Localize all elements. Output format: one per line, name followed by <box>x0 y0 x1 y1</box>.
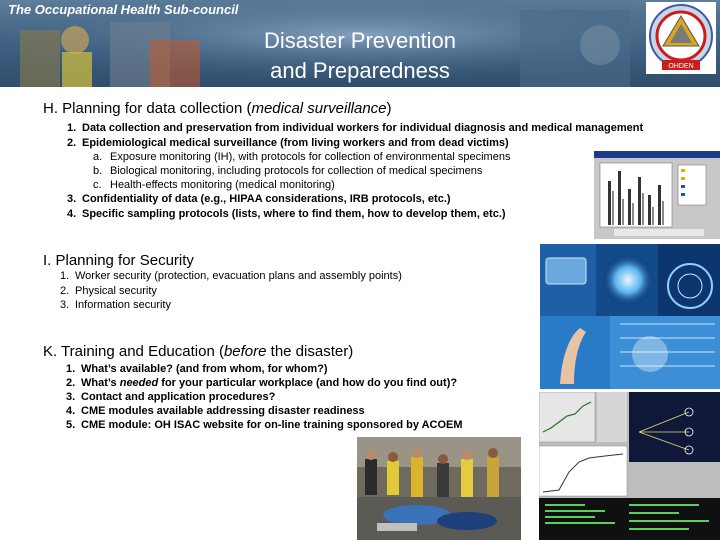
disaster-response-photo <box>357 437 521 540</box>
software-screenshots-image <box>539 392 720 540</box>
list-item: 3. Information security <box>60 299 171 311</box>
list-item: 1. Data collection and preservation from individual workers for individual diagnosis and medical management <box>67 122 644 134</box>
list-item: 1. What’s available? (and from whom, for whom?) <box>66 363 328 375</box>
ohden-logo <box>646 2 716 74</box>
list-item: 1. Worker security (protection, evacuation plans and assembly points) <box>60 270 402 282</box>
slide-title <box>220 26 500 86</box>
sub-list-item: a. Exposure monitoring (IH), with protocols for collection of environmental specimens <box>93 151 511 163</box>
list-item: 2. What’s needed for your particular workplace (and how do you find out)? <box>66 377 458 389</box>
section-i-heading: I. Planning for Security <box>43 252 194 269</box>
list-item: 2. Epidemiological medical surveillance (from living workers and from dead victims) <box>67 137 509 149</box>
list-item: 4. Specific sampling protocols (lists, where to find them, how to develop them, etc.) <box>67 208 506 220</box>
list-item: 3. Confidentiality of data (e.g., HIPAA considerations, IRB protocols, etc.) <box>67 193 451 205</box>
list-item: 4. CME modules available addressing disaster readiness <box>66 405 365 417</box>
subcouncil-label: The Occupational Health Sub-council <box>8 2 239 17</box>
list-item: 3. Contact and application procedures? <box>66 391 276 403</box>
security-collage-image <box>540 244 720 389</box>
title-line-2: and Preparedness <box>270 58 450 83</box>
section-h-heading: H. Planning for data collection (medical surveillance) <box>43 100 392 117</box>
title-line-1: Disaster Prevention <box>264 28 456 53</box>
monitoring-chart-image <box>594 151 720 239</box>
sub-list-item: b. Biological monitoring, including protocols for collection of medical specimens <box>93 165 483 177</box>
section-k-heading: K. Training and Education (before the disaster) <box>43 343 354 360</box>
list-item: 2. Physical security <box>60 285 157 297</box>
header-banner <box>0 0 720 87</box>
logo-text: OHDEN <box>668 63 694 70</box>
list-item: 5. CME module: OH ISAC website for on-line training sponsored by ACOEM <box>66 419 463 431</box>
sub-list-item: c. Health-effects monitoring (medical monitoring) <box>93 179 335 191</box>
